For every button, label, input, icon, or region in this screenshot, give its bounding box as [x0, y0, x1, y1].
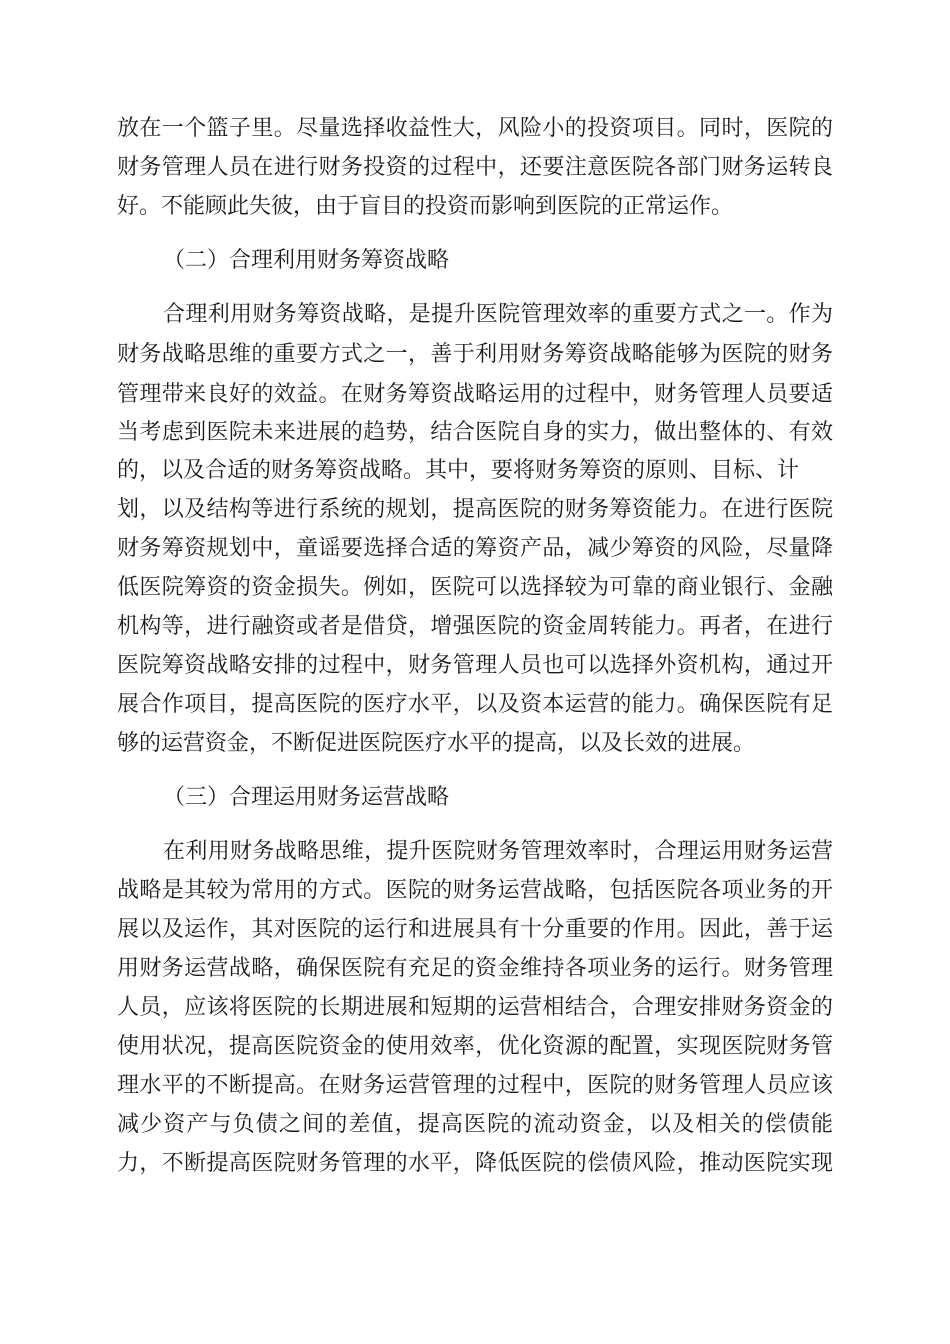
paragraph-line: 展合作项目，提高医院的医疗水平，以及资本运营的能力。确保医院有足	[117, 692, 833, 717]
paragraph-line: 放在一个篮子里。尽量选择收益性大，风险小的投资项目。同时，医院的	[117, 116, 833, 141]
paragraph-line: 财务筹资规划中，童谣要选择合适的筹资产品，减少筹资的风险，尽量降	[117, 536, 833, 561]
paragraph-line: 机构等，进行融资或者是借贷，增强医院的资金周转能力。再者，在进行	[117, 614, 833, 639]
paragraph-line: 在利用财务战略思维，提升医院财务管理效率时，合理运用财务运营	[163, 839, 833, 864]
paragraph-line: 医院筹资战略安排的过程中，财务管理人员也可以选择外资机构，通过开	[117, 653, 833, 678]
paragraph-line: 好。不能顾此失彼，由于盲目的投资而影响到医院的正常运作。	[117, 194, 734, 219]
paragraph-line: 力，不断提高医院财务管理的水平，降低医院的偿债风险，推动医院实现	[117, 1151, 833, 1176]
paragraph-line: 够的运营资金，不断促进医院医疗水平的提高，以及长效的进展。	[117, 731, 756, 756]
paragraph-line: 人员，应该将医院的长期进展和短期的运营相结合，合理安排财务资金的	[117, 995, 833, 1020]
section-heading: （二）合理利用财务筹资战略	[163, 248, 450, 273]
paragraph-line: 划，以及结构等进行系统的规划，提高医院的财务筹资能力。在进行医院	[117, 497, 833, 522]
paragraph-line: 当考虑到医院未来进展的趋势，结合医院自身的实力，做出整体的、有效	[117, 420, 833, 445]
paragraph-line: 减少资产与负债之间的差值，提高医院的流动资金，以及相关的偿债能	[117, 1112, 833, 1137]
paragraph-line: 的，以及合适的财务筹资战略。其中，要将财务筹资的原则、目标、计	[117, 458, 800, 483]
paragraph-line: 低医院筹资的资金损失。例如，医院可以选择较为可靠的商业银行、金融	[117, 575, 833, 600]
paragraph-line: 理水平的不断提高。在财务运营管理的过程中，医院的财务管理人员应该	[117, 1073, 833, 1098]
paragraph-line: 展以及运作，其对医院的运行和进展具有十分重要的作用。因此，善于运	[117, 917, 833, 942]
paragraph-line: 财务战略思维的重要方式之一，善于利用财务筹资战略能够为医院的财务	[117, 342, 833, 367]
section-heading: （三）合理运用财务运营战略	[163, 785, 450, 810]
paragraph-line: 合理利用财务筹资战略，是提升医院管理效率的重要方式之一。作为	[163, 302, 833, 327]
paragraph-line: 战略是其较为常用的方式。医院的财务运营战略，包括医院各项业务的开	[117, 878, 833, 903]
paragraph-line: 管理带来良好的效益。在财务筹资战略运用的过程中，财务管理人员要适	[117, 382, 833, 407]
paragraph-line: 使用状况，提高医院资金的使用效率，优化资源的配置，实现医院财务管	[117, 1034, 833, 1059]
paragraph-line: 财务管理人员在进行财务投资的过程中，还要注意医院各部门财务运转良	[117, 155, 833, 180]
paragraph-line: 用财务运营战略，确保医院有充足的资金维持各项业务的运行。财务管理	[117, 956, 833, 981]
